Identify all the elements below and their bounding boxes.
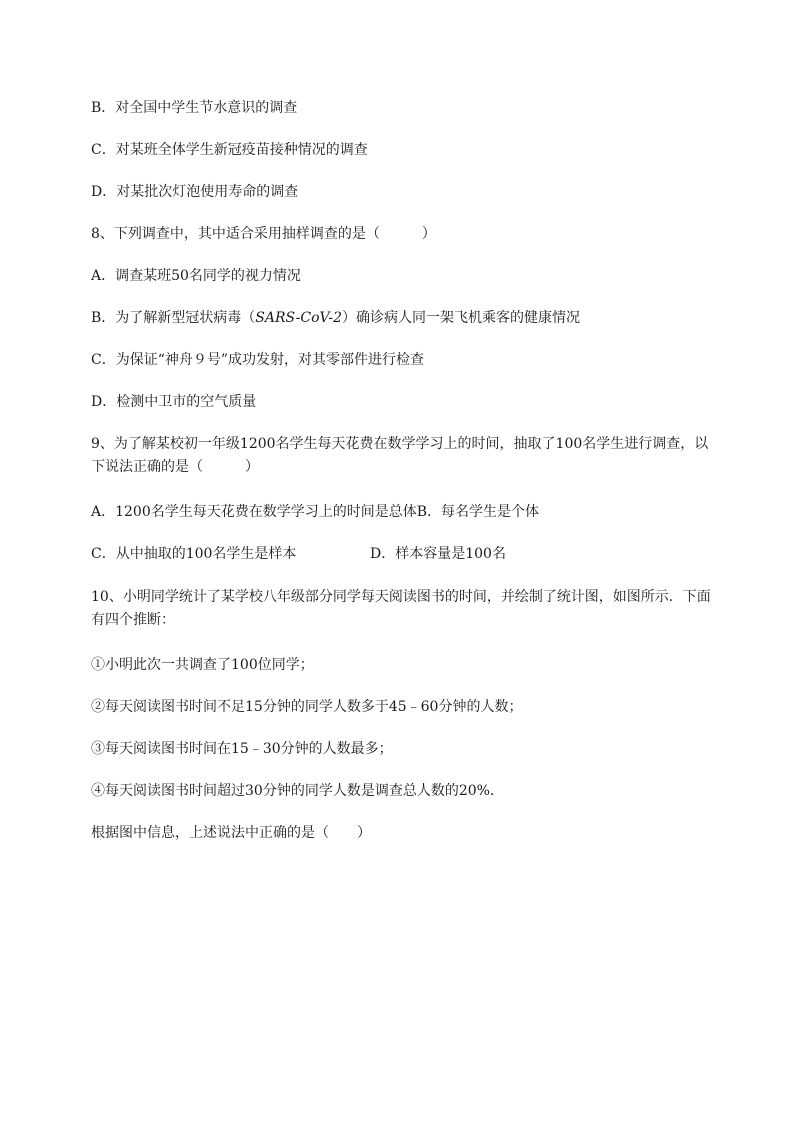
q9-option-c: C．从中抽取的100名学生是样本: [91, 546, 297, 562]
q8-stem: 8、下列调查中，其中适合采用抽样调查的是（ ）: [91, 226, 436, 242]
q9-options-ab: [91, 502, 539, 522]
q9-option-b: B．每名学生是个体: [416, 504, 540, 520]
q9-option-d: D．样本容量是100名: [370, 546, 506, 562]
q10-stem-line-1: 10、小明同学统计了某学校八年级部分同学每天阅读图书的时间，并绘制了统计图，如图所示．下面: [91, 589, 711, 605]
q9-stem-line-2: 下说法正确的是（ ）: [91, 459, 259, 475]
q8-option-b-virus: SARS-CoV-2: [255, 310, 342, 326]
q8-option-c: C．为保证“神舟９号”成功发射，对其零部件进行检查: [91, 352, 425, 368]
q10-statement-1: ①小明此次一共调查了100位同学；: [91, 657, 314, 673]
q8-option-b: [91, 308, 580, 328]
q9-stem: [91, 434, 751, 480]
q10-stem-line-2: 有四个推断：: [91, 612, 175, 628]
q10-statement-4: ④每天阅读图书时间超过30分钟的同学人数是调查总人数的20%．: [91, 783, 504, 799]
q10-statement-3: ③每天阅读图书时间在15﹣30分钟的人数最多；: [91, 741, 393, 757]
q7-option-c: C．对某班全体学生新冠疫苗接种情况的调查: [91, 142, 368, 158]
q9-option-a: A．1200名学生每天花费在数学学习上的时间是总体: [91, 504, 417, 520]
q10-statement-2: ②每天阅读图书时间不足15分钟的同学人数多于45﹣60分钟的人数；: [91, 699, 523, 715]
q8-option-b-prefix: B．为了解新型冠状病毒（: [91, 310, 256, 326]
q7-option-b: B．对全国中学生节水意识的调查: [91, 100, 298, 116]
q10-stem: [91, 587, 751, 633]
q9-options-cd: [91, 544, 751, 564]
q10-question: 根据图中信息，上述说法中正确的是（ ）: [91, 825, 371, 841]
q7-option-d: D．对某批次灯泡使用寿命的调查: [91, 184, 299, 200]
q8-option-a: A．调查某班50名同学的视力情况: [91, 268, 301, 284]
q8-option-b-suffix: ）确诊病人同一架飞机乘客的健康情况: [341, 310, 580, 326]
q8-option-d: D．检测中卫市的空气质量: [91, 394, 257, 410]
q9-stem-line-1: 9、为了解某校初一年级1200名学生每天花费在数学学习上的时间，抽取了100名学生进行调查，以: [91, 436, 709, 452]
